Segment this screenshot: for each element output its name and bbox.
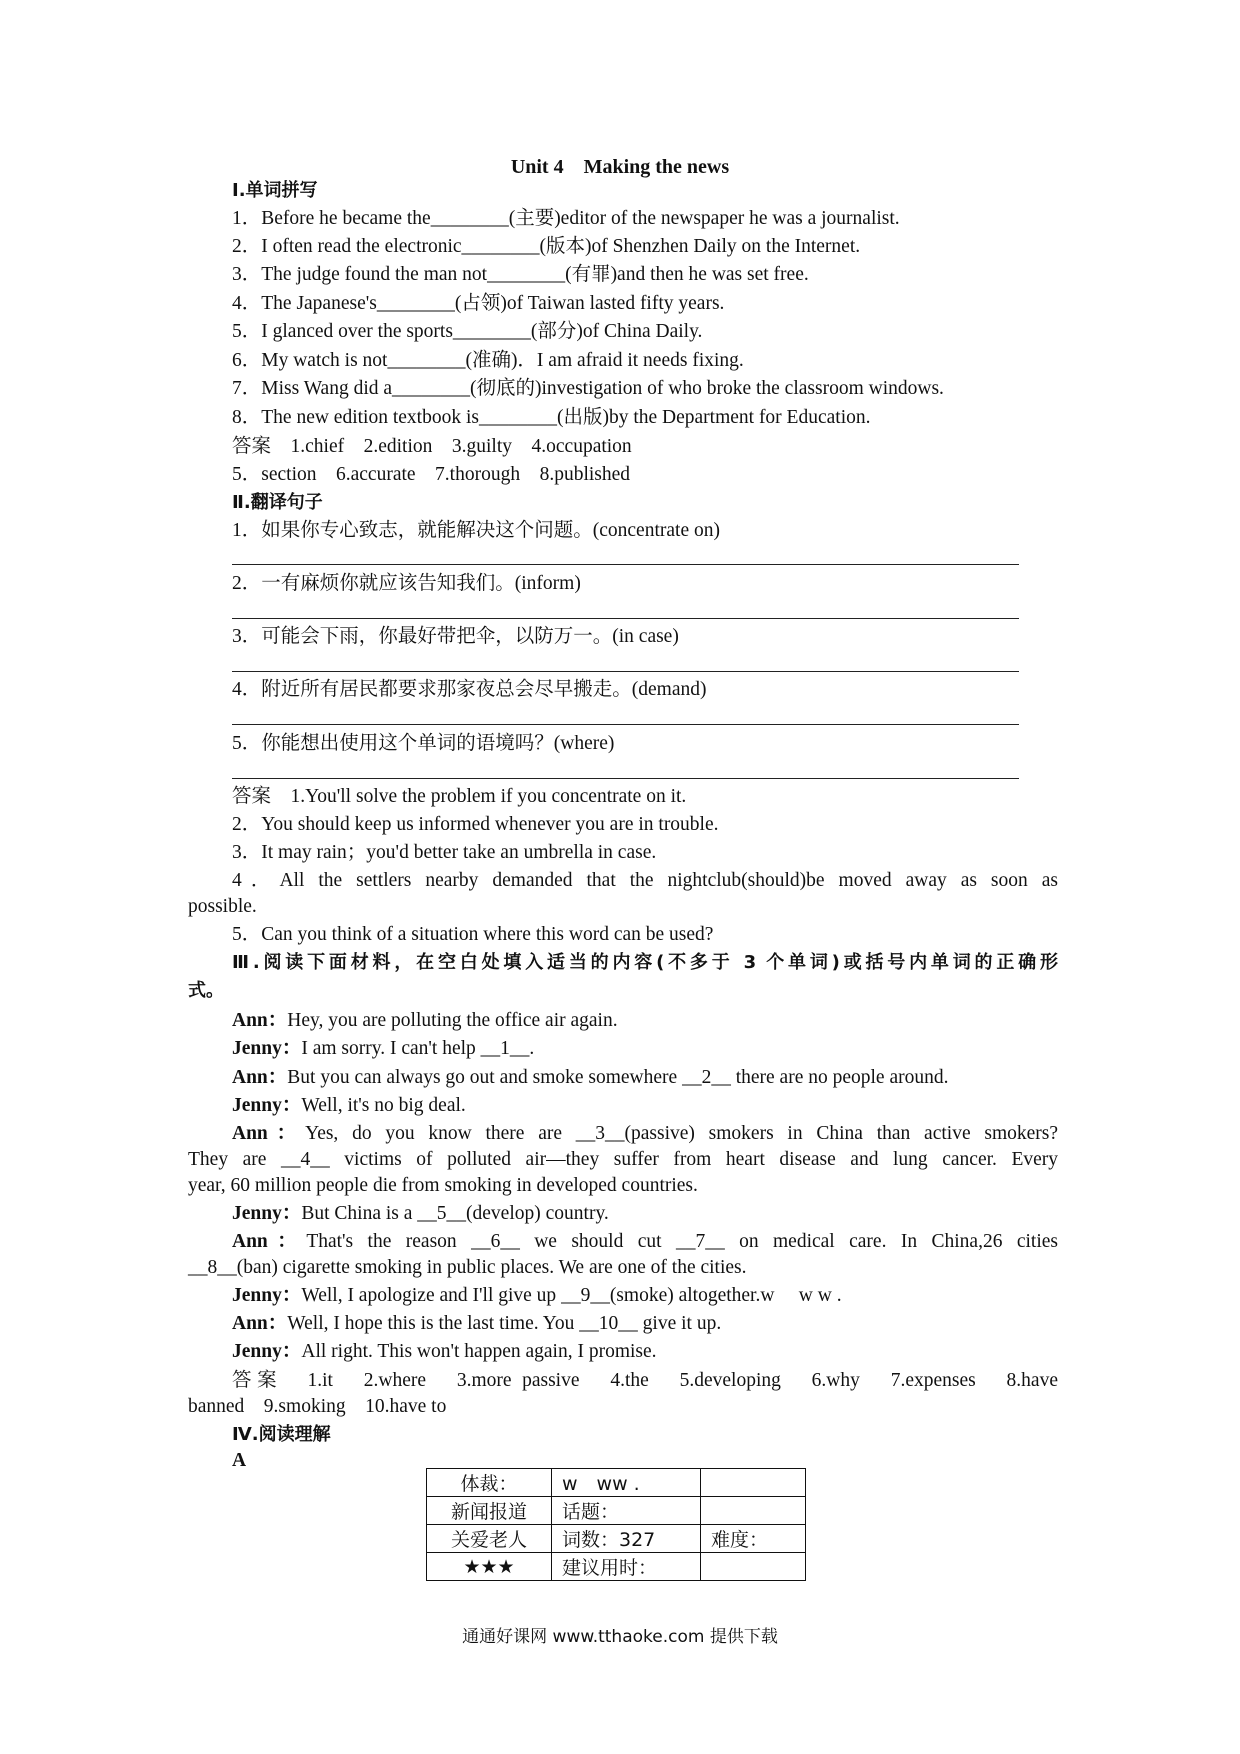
answer-rule-3 [232, 671, 1019, 672]
speaker-jenny: Jenny： [232, 1341, 302, 1362]
section-2-answer-2: 2．You should keep us informed whenever you are in trouble. [232, 814, 719, 835]
section-2-answer-3: 3．It may rain；you'd better take an umbrella in case. [232, 842, 657, 863]
table-cell: 话题： [552, 1497, 701, 1525]
table-row [427, 1553, 806, 1581]
speaker-ann: Ann： [232, 1313, 288, 1334]
dialogue-line-9 [232, 1311, 721, 1337]
page-title: Unit 4 Making the news [510, 156, 730, 178]
blank-6: __6__ [471, 1231, 520, 1252]
dialogue-text: But you can always go out and smoke somewhere [287, 1067, 683, 1088]
dialogue-text: Well, it's no big deal. [301, 1095, 466, 1116]
answer-rule-4 [232, 724, 1019, 725]
dialogue-text: . [529, 1038, 535, 1059]
speaker-jenny: Jenny： [232, 1038, 302, 1059]
translate-item-1: 1．如果你专心致志，就能解决这个问题。(concentrate on) [232, 520, 720, 541]
vocab-item-7: 7．Miss Wang did a________(彻底的)investigation of who broke the classroom windows. [232, 378, 944, 399]
dialogue-text: But China is a [301, 1203, 418, 1224]
answer-rule-5 [232, 778, 1019, 779]
speaker-jenny: Jenny： [232, 1285, 302, 1306]
dialogue-text: All right. This won't happen again, I promise. [301, 1341, 657, 1362]
section-1-answer-line-1: 答案 1.chief 2.edition 3.guilty 4.occupation [232, 436, 632, 457]
table-cell: w ww . [552, 1469, 701, 1497]
dialogue-line-10 [232, 1339, 657, 1365]
vocab-item-1: 1．Before he became the________(主要)editor of the newspaper he was a journalist. [232, 208, 900, 229]
dialogue-line-7 [232, 1229, 1058, 1255]
dialogue-line-5-end: year, 60 million people die from smoking in developed countries. [188, 1175, 698, 1196]
table-cell: 关爱老人 [427, 1525, 552, 1553]
dialogue-line-1 [232, 1008, 618, 1034]
speaker-jenny: Jenny： [232, 1203, 302, 1224]
section-2-answer-5: 5．Can you think of a situation where this word can be used? [232, 924, 714, 945]
vocab-item-2: 2．I often read the electronic________(版本)of Shenzhen Daily on the Internet. [232, 236, 861, 257]
table-row [427, 1525, 806, 1553]
vocab-item-5: 5．I glanced over the sports________(部分)of China Daily. [232, 321, 703, 342]
section-3-answer-cont: banned 9.smoking 10.have to [188, 1396, 447, 1417]
table-cell [701, 1497, 806, 1525]
dialogue-text: (smoke) altogether.w w w . [609, 1285, 842, 1306]
speaker-ann: Ann： [232, 1067, 288, 1088]
dialogue-line-7-cont [188, 1255, 747, 1281]
section-2-answer-4: 4．All the settlers nearby demanded that the nightclub(should)be moved away as soon as [232, 870, 1058, 891]
dialogue-text: victims of polluted air—they suffer from heart disease and lung cancer. Every [329, 1149, 1059, 1170]
vocab-item-6: 6．My watch is not________(准确)．I am afraid it needs fixing. [232, 350, 744, 371]
dialogue-text: That's the reason [306, 1231, 472, 1252]
dialogue-text: Yes, do you know there are [305, 1123, 576, 1144]
speaker-ann: Ann： [232, 1123, 306, 1144]
dialogue-line-6 [232, 1201, 609, 1227]
blank-3: __3__ [575, 1123, 625, 1144]
dialogue-text: Hey, you are polluting the office air again. [287, 1010, 618, 1031]
blank-4: __4__ [281, 1149, 330, 1170]
vocab-item-3: 3．The judge found the man not________(有罪)and then he was set free. [232, 264, 809, 285]
dialogue-line-5 [232, 1121, 1058, 1147]
blank-2: __2__ [682, 1067, 731, 1088]
dialogue-text: They are [188, 1149, 281, 1170]
section-3-heading: Ⅲ.阅读下面材料，在空白处填入适当的内容(不多于 3 个单词)或括号内单词的正确形 [232, 952, 1058, 973]
passage-info-table [426, 1468, 806, 1581]
translate-item-3: 3．可能会下雨，你最好带把伞，以防万一。(in case) [232, 626, 679, 647]
table-cell: ★★★ [427, 1553, 552, 1581]
blank-8: __8__ [188, 1257, 237, 1278]
section-2-answer-4-cont: possible. [188, 896, 257, 917]
translate-item-2: 2．一有麻烦你就应该告知我们。(inform) [232, 573, 581, 594]
table-cell [701, 1553, 806, 1581]
translate-item-5: 5．你能想出使用这个单词的语境吗？(where) [232, 733, 615, 754]
section-3-heading-cont: 式。 [188, 980, 224, 1001]
dialogue-text: (develop) country. [466, 1203, 609, 1224]
section-1-answer-line-2: 5．section 6.accurate 7.thorough 8.published [232, 464, 631, 485]
dialogue-text: (passive) smokers in China than active smokers? [624, 1123, 1059, 1144]
dialogue-text: there are no people around. [730, 1067, 949, 1088]
table-cell: 体裁： [427, 1469, 552, 1497]
speaker-ann: Ann： [232, 1231, 307, 1252]
dialogue-line-3 [232, 1065, 948, 1091]
blank-10: __10__ [579, 1313, 638, 1334]
dialogue-text: we should cut [519, 1231, 676, 1252]
dialogue-text: (ban) cigarette smoking in public places. We are one of the cities. [236, 1257, 747, 1278]
section-4-sub-a: A [232, 1450, 247, 1471]
dialogue-text: give it up. [637, 1313, 722, 1334]
blank-9: __9__ [561, 1285, 610, 1306]
blank-7: __7__ [675, 1231, 725, 1252]
speaker-jenny: Jenny： [232, 1095, 302, 1116]
dialogue-text: Well, I apologize and I'll give up [301, 1285, 562, 1306]
table-cell [701, 1469, 806, 1497]
dialogue-text: Well, I hope this is the last time. You [287, 1313, 580, 1334]
section-2-heading: Ⅱ.翻译句子 [232, 492, 323, 513]
vocab-item-4: 4．The Japanese's________(占领)of Taiwan lasted fifty years. [232, 293, 725, 314]
table-cell: 词数：327 [552, 1525, 701, 1553]
table-cell: 建议用时： [552, 1553, 701, 1581]
answer-rule-2 [232, 618, 1019, 619]
dialogue-line-4 [232, 1093, 466, 1119]
speaker-ann: Ann： [232, 1010, 288, 1031]
vocab-item-8: 8．The new edition textbook is________(出版)by the Department for Education. [232, 407, 871, 428]
table-row [427, 1497, 806, 1525]
table-row [427, 1469, 806, 1497]
dialogue-line-2 [232, 1036, 534, 1062]
section-1-heading: Ⅰ.单词拼写 [232, 180, 318, 201]
table-cell: 难度： [701, 1525, 806, 1553]
table-cell: 新闻报道 [427, 1497, 552, 1525]
dialogue-line-8 [232, 1283, 842, 1309]
section-2-answer-1: 答案 1.You'll solve the problem if you concentrate on it. [232, 786, 687, 807]
blank-1: __1__ [480, 1038, 530, 1059]
blank-5: __5__ [417, 1203, 467, 1224]
answer-rule-1 [232, 564, 1019, 565]
section-3-answer: 答案 1.it 2.where 3.more passive 4.the 5.developing 6.why 7.expenses 8.have [232, 1370, 1058, 1391]
translate-item-4: 4．附近所有居民都要求那家夜总会尽早搬走。(demand) [232, 679, 707, 700]
page-footer: 通通好课网 www.tthaoke.com 提供下载 [462, 1627, 778, 1647]
dialogue-text: on medical care. In China,26 cities [724, 1231, 1058, 1252]
section-4-heading: Ⅳ.阅读理解 [232, 1424, 331, 1445]
dialogue-line-5-cont [188, 1147, 1058, 1173]
dialogue-text: I am sorry. I can't help [301, 1038, 481, 1059]
